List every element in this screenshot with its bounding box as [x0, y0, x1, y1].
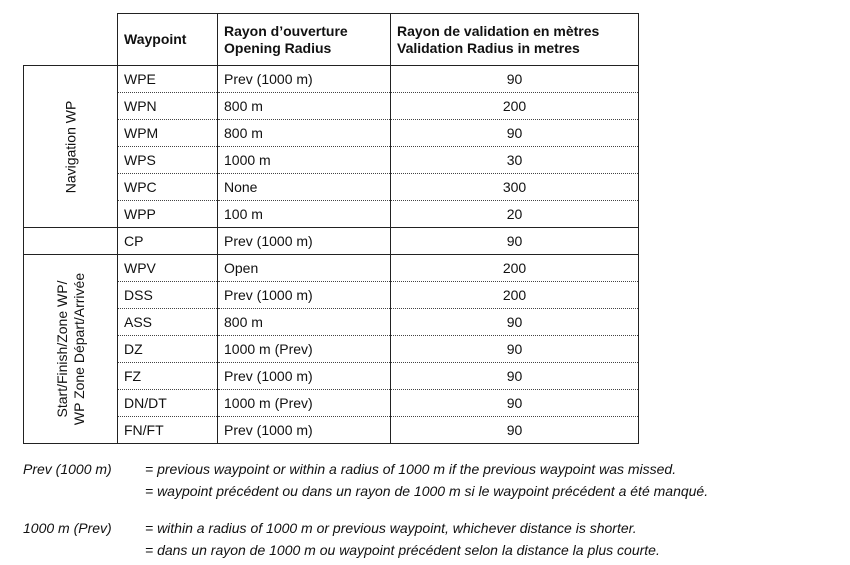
waypoint-cell: CP	[118, 228, 218, 255]
group-start-finish	[24, 255, 118, 444]
group-start-finish-line1: Start/Finish/Zone WP/	[53, 280, 70, 418]
header-opening-radius	[218, 14, 391, 66]
validation-cell: 200	[391, 255, 639, 282]
validation-cell: 90	[391, 336, 639, 363]
validation-cell: 300	[391, 174, 639, 201]
header-validation-en: Validation Radius in metres	[397, 39, 580, 56]
note-term: Prev (1000 m)	[23, 461, 112, 477]
waypoint-cell: WPS	[118, 147, 218, 174]
table-row	[24, 255, 639, 282]
note-definition-en: = within a radius of 1000 m or previous waypoint, whichever distance is shorter.	[145, 520, 637, 536]
opening-cell: 800 m	[218, 120, 391, 147]
validation-cell: 90	[391, 309, 639, 336]
validation-cell: 90	[391, 228, 639, 255]
validation-cell: 20	[391, 201, 639, 228]
table-row	[24, 66, 639, 93]
validation-cell: 90	[391, 363, 639, 390]
opening-cell: Open	[218, 255, 391, 282]
opening-cell: Prev (1000 m)	[218, 363, 391, 390]
waypoint-cell: DZ	[118, 336, 218, 363]
opening-cell: Prev (1000 m)	[218, 66, 391, 93]
waypoint-cell: FZ	[118, 363, 218, 390]
note-definition-fr: = dans un rayon de 1000 m ou waypoint précédent selon la distance la plus courte.	[145, 542, 660, 558]
waypoint-cell: DN/DT	[118, 390, 218, 417]
waypoint-cell: FN/FT	[118, 417, 218, 444]
group-navigation	[24, 66, 118, 228]
opening-cell: Prev (1000 m)	[218, 228, 391, 255]
waypoint-cell: WPM	[118, 120, 218, 147]
header-waypoint: Waypoint	[118, 14, 218, 66]
group-checkpoint-blank	[24, 228, 118, 255]
validation-cell: 200	[391, 93, 639, 120]
waypoint-radius-table	[23, 13, 639, 444]
validation-cell: 90	[391, 120, 639, 147]
header-opening-fr: Rayon d’ouverture	[224, 22, 348, 39]
note-definition-fr: = waypoint précédent ou dans un rayon de 1000 m si le waypoint précédent a été manqué.	[145, 483, 709, 499]
table-header-row	[24, 14, 639, 66]
validation-cell: 200	[391, 282, 639, 309]
waypoint-cell: WPN	[118, 93, 218, 120]
header-validation-fr: Rayon de validation en mètres	[397, 22, 600, 39]
table-row	[24, 228, 639, 255]
header-group-blank	[24, 14, 118, 66]
opening-cell: None	[218, 174, 391, 201]
waypoint-cell: ASS	[118, 309, 218, 336]
validation-cell: 90	[391, 66, 639, 93]
opening-cell: 1000 m	[218, 147, 391, 174]
waypoint-cell: WPE	[118, 66, 218, 93]
group-start-finish-line2: WP Zone Départ/Arrivée	[70, 272, 87, 426]
opening-cell: Prev (1000 m)	[218, 417, 391, 444]
note-term: 1000 m (Prev)	[23, 520, 112, 536]
group-navigation-label: Navigation WP	[62, 100, 78, 193]
group-start-finish-label	[54, 273, 88, 425]
waypoint-cell: WPP	[118, 201, 218, 228]
opening-cell: 1000 m (Prev)	[218, 336, 391, 363]
validation-cell: 90	[391, 390, 639, 417]
waypoint-cell: DSS	[118, 282, 218, 309]
note-definition-en: = previous waypoint or within a radius of 1000 m if the previous waypoint was missed.	[145, 461, 677, 477]
waypoint-cell: WPV	[118, 255, 218, 282]
validation-cell: 90	[391, 417, 639, 444]
waypoint-cell: WPC	[118, 174, 218, 201]
header-validation-radius	[391, 14, 639, 66]
opening-cell: 800 m	[218, 309, 391, 336]
opening-cell: 1000 m (Prev)	[218, 390, 391, 417]
opening-cell: 800 m	[218, 93, 391, 120]
validation-cell: 30	[391, 147, 639, 174]
opening-cell: 100 m	[218, 201, 391, 228]
header-opening-en: Opening Radius	[224, 39, 332, 56]
opening-cell: Prev (1000 m)	[218, 282, 391, 309]
